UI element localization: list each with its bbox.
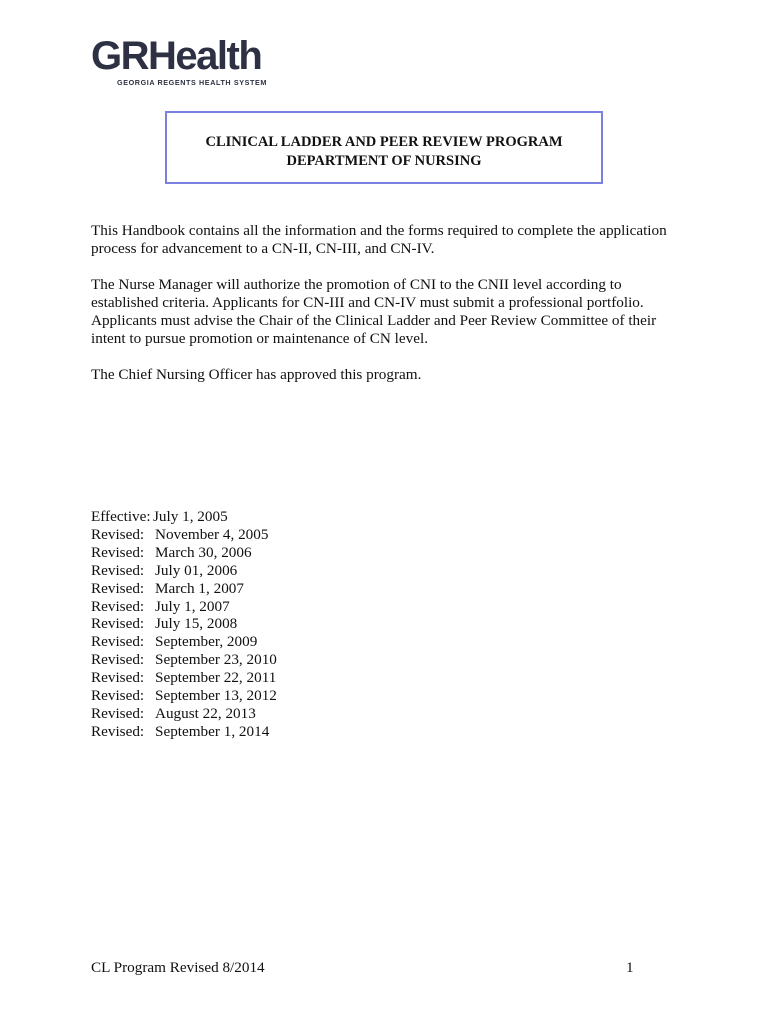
effective-row	[91, 508, 277, 526]
revision-row	[91, 598, 277, 616]
revision-label: Revised:	[91, 651, 145, 669]
approval-paragraph	[91, 366, 691, 384]
revision-row	[91, 615, 277, 633]
revision-label: Revised:	[91, 704, 145, 722]
revision-label: Revised:	[91, 633, 145, 651]
intro-line: process for advancement to a CN-II, CN-III, and CN-IV.	[91, 240, 435, 257]
title-line-program: CLINICAL LADDER AND PEER REVIEW PROGRAM	[205, 134, 563, 150]
manager-line: The Nurse Manager will authorize the promotion of CNI to the CNII level according to	[91, 276, 622, 293]
revision-date: August 22, 2013	[155, 704, 256, 722]
revision-date: September 23, 2010	[155, 651, 277, 669]
approval-line: The Chief Nursing Officer has approved this program.	[91, 366, 422, 383]
effective-date: July 1, 2005	[153, 508, 228, 525]
revision-date: September 22, 2011	[155, 669, 277, 687]
gr-health-logo	[91, 36, 271, 92]
revision-row	[91, 723, 277, 741]
manager-line: established criteria. Applicants for CN-III and CN-IV must submit a professional portfolio.	[91, 294, 644, 311]
manager-line: intent to pursue promotion or maintenance of CN level.	[91, 330, 428, 347]
revision-row	[91, 562, 277, 580]
revision-row	[91, 544, 277, 562]
revision-date: September 1, 2014	[155, 722, 270, 740]
effective-label: Effective:	[91, 508, 151, 525]
footer-revision-note: CL Program Revised 8/2014	[91, 959, 265, 976]
revision-date: March 30, 2006	[155, 543, 252, 561]
intro-line: This Handbook contains all the information and the forms required to complete the application	[91, 222, 667, 239]
manager-line: Applicants must advise the Chair of the Clinical Ladder and Peer Review Committee of their	[91, 312, 657, 329]
revision-label: Revised:	[91, 543, 145, 561]
revision-row	[91, 580, 277, 598]
logo-subtitle: GEORGIA REGENTS HEALTH SYSTEM	[117, 78, 267, 87]
revision-date: March 1, 2007	[155, 579, 244, 597]
revision-date: July 01, 2006	[155, 561, 238, 579]
intro-paragraph	[91, 222, 691, 258]
revision-date: July 15, 2008	[155, 615, 238, 633]
revision-label: Revised:	[91, 687, 145, 705]
revision-date: November 4, 2005	[155, 525, 269, 543]
revision-row	[91, 633, 277, 651]
revision-label: Revised:	[91, 561, 145, 579]
page-number: 1	[626, 959, 634, 976]
title-line-department: DEPARTMENT OF NURSING	[286, 153, 482, 169]
manager-paragraph	[91, 276, 691, 348]
revision-label: Revised:	[91, 722, 145, 740]
revision-label: Revised:	[91, 525, 145, 543]
revision-label: Revised:	[91, 615, 145, 633]
revision-row	[91, 669, 277, 687]
revision-label: Revised:	[91, 579, 145, 597]
revision-label: Revised:	[91, 669, 145, 687]
revision-date: September 13, 2012	[155, 687, 277, 705]
revision-row	[91, 687, 277, 705]
revision-history	[91, 508, 277, 741]
title-box	[165, 111, 603, 184]
revision-row	[91, 526, 277, 544]
revision-date: September, 2009	[155, 633, 258, 651]
revision-date: July 1, 2007	[155, 597, 230, 615]
logo-wordmark: GRHealth	[91, 34, 262, 78]
revision-row	[91, 705, 277, 723]
revision-row	[91, 651, 277, 669]
revision-label: Revised:	[91, 597, 145, 615]
